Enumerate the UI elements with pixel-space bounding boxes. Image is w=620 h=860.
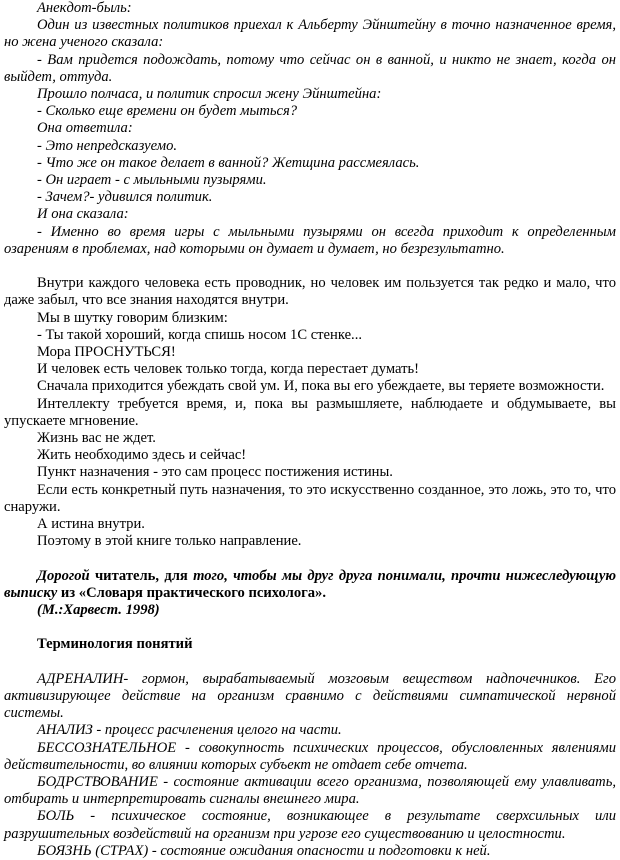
spacer	[4, 550, 616, 567]
reader-note-citation: (М.:Харвест. 1998)	[37, 602, 160, 619]
anecdote-line: - Сколько еще времени он будет мыться?	[37, 103, 298, 120]
anecdote-line: - Он играет - с мыльными пузырями.	[37, 172, 267, 189]
main-text-section	[4, 275, 616, 550]
reader-note-part: того, чтобы мы друг друга понимали, прочти нижеследующую выписку	[4, 567, 616, 601]
anecdote-section	[4, 0, 616, 258]
anecdote-line: - Зачем?- удивился политик.	[37, 189, 213, 206]
reader-note-part: из «Словаря практического психолога».	[57, 584, 326, 601]
spacer	[4, 258, 616, 275]
paragraph: И человек есть человек только тогда, когда перестает думать!	[37, 361, 420, 378]
reader-note-text	[4, 568, 616, 602]
anecdote-line: Один из известных политиков приехал к Альберту Эйнштейну в точно назначенное время, но жена ученого сказала:	[4, 17, 616, 51]
section-heading: Терминология понятий	[37, 636, 193, 653]
terminology-list	[4, 671, 616, 860]
paragraph: Внутри каждого человека есть проводник, но человек им пользуется так редко и мало, что даже забыл, что все знания находятся внутри.	[4, 275, 616, 309]
paragraph: А истина внутри.	[37, 516, 145, 533]
term-entry: БЕССОЗНАТЕЛЬНОЕ - совокупность психических процессов, обусловленных явлениями действительности, во влиянии которых субъект не отдает себе отчета.	[4, 739, 616, 773]
paragraph: - Ты такой хороший, когда спишь носом 1С стенке...	[37, 326, 362, 343]
paragraph: Мы в шутку говорим близким:	[37, 309, 228, 326]
paragraph: Поэтому в этой книге только направление.	[37, 533, 302, 550]
paragraph: Жить необходимо здесь и сейчас!	[37, 447, 247, 464]
anecdote-title: Анекдот-быль:	[37, 0, 132, 16]
anecdote-line: - Это непредсказуемо.	[37, 137, 178, 154]
term-entry: БОЯЗНЬ (СТРАХ) - состояние ожидания опасности и подготовки к ней.	[37, 842, 491, 859]
spacer	[4, 654, 616, 671]
anecdote-line: И она сказала:	[37, 206, 129, 223]
reader-note-part: читатель, для	[89, 567, 194, 584]
anecdote-line: - Именно во время игры с мыльными пузырями он всегда приходит к определенным озарениям в проблемах, над которыми он думает и думает, но безрезультатно.	[4, 223, 616, 257]
anecdote-line: Прошло полчаса, и политик спросил жену Эйнштейна:	[37, 86, 382, 103]
anecdote-line: Она ответила:	[37, 120, 133, 137]
paragraph: Сначала приходится убеждать свой ум. И, пока вы его убеждаете, вы теряете возможности.	[37, 378, 605, 395]
paragraph: Пункт назначения - это сам процесс постижения истины.	[37, 464, 393, 481]
term-entry: АНАЛИЗ - процесс расчленения целого на части.	[37, 722, 342, 739]
anecdote-line: - Вам придется подождать, потому что сейчас он в ванной, и никто не знает, когда он выйдет, оттуда.	[4, 51, 616, 85]
term-entry: АДРЕНАЛИН- гормон, вырабатываемый мозговым веществом надпочечников. Его активизирующее действие на организм сравнимо с действиями симпатической нервной системы.	[4, 670, 616, 722]
paragraph: Если есть конкретный путь назначения, то это искусственно созданное, это ложь, это то, что снаружи.	[4, 481, 616, 515]
reader-note	[4, 568, 616, 620]
reader-note-part: Дорогой	[37, 567, 90, 584]
term-entry: БОЛЬ - психическое состояние, возникающее в результате сверхсильных или разрушительных воздействий на организм при угрозе его существованию и целостности.	[4, 808, 616, 842]
paragraph: Интеллекту требуется время, и, пока вы размышляете, наблюдаете и обдумываете, вы упускаете мгновение.	[4, 395, 616, 429]
paragraph: Жизнь вас не ждет.	[37, 430, 156, 447]
anecdote-line: - Что же он такое делает в ванной? Жетщина рассмеялась.	[37, 154, 420, 171]
term-entry: БОДРСТВОВАНИЕ - состояние активации всего организма, позволяющей ему улавливать, отбирать и интерпретировать сигналы внешнего мира.	[4, 774, 616, 808]
paragraph: Мора ПРОСНУТЬСЯ!	[37, 344, 176, 361]
spacer	[4, 619, 616, 636]
